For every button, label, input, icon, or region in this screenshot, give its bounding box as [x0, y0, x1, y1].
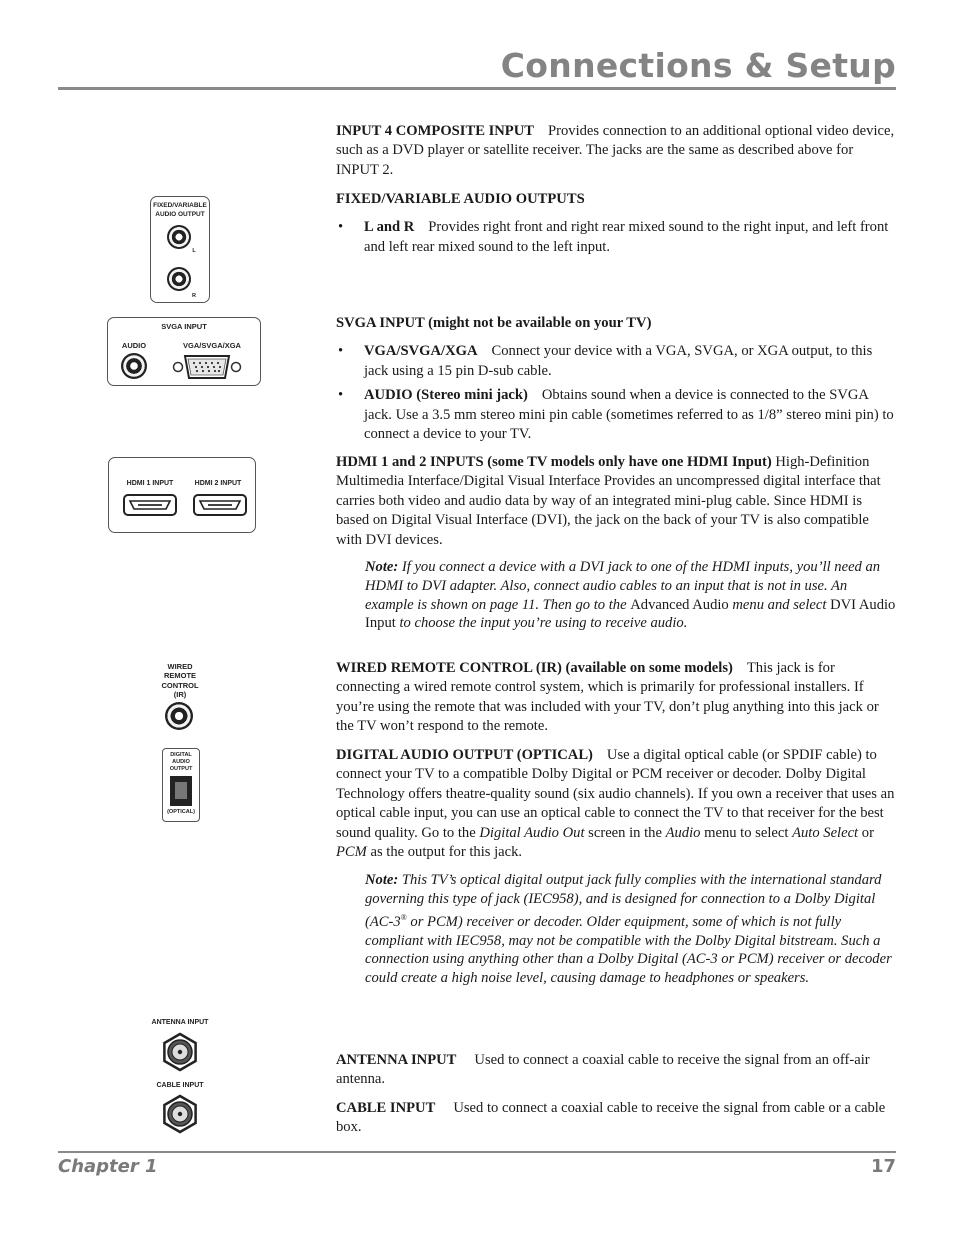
- wired-label-3: CONTROL: [161, 681, 199, 690]
- input4-text: Provides connection to an additional optional video device, such as a DVD player or satellite receiver. The jacks are the same as described above for INPUT 2.: [336, 123, 895, 178]
- wired-label-2: REMOTE: [163, 671, 197, 680]
- digital-note-label: Note:: [365, 872, 399, 889]
- fixed-heading: FIXED/VARIABLE AUDIO OUTPUTS: [336, 191, 585, 207]
- antenna-label: ANTENNA INPUT: [151, 1019, 209, 1026]
- optical-port-icon: [170, 776, 192, 806]
- cable-coax-icon: [160, 1094, 200, 1134]
- left-label: L: [192, 248, 196, 254]
- section-input4: [336, 122, 898, 180]
- svga-bullet2-text: Obtains sound when a device is connected to the SVGA jack. Use a 3.5 mm stereo mini pin cable (sometimes referred to as 1/8” stereo mini pin) to connect a device to your TV.: [364, 387, 894, 443]
- digital-i4: PCM: [336, 844, 367, 861]
- svga-vga-label: VGA/SVGA/XGA: [183, 341, 241, 350]
- svga-bullet1-heading: VGA/SVGA/XGA: [364, 343, 478, 360]
- chapter-label: Chapter 1: [58, 1156, 158, 1177]
- registered-mark: ®: [400, 913, 407, 923]
- optical-label-bottom: (OPTICAL): [167, 809, 195, 815]
- wired-text: This jack is for connecting a wired remote control system, which is primarily for professional installers. If you’re using the remote that was included with your TV, don’t plug anything into this jack or the TV won’t respond to the remote.: [336, 660, 879, 735]
- section-fixed-variable: [336, 190, 898, 257]
- svga-heading: SVGA INPUT (might not be available on your TV): [336, 315, 652, 331]
- digital-t4: as the output for this jack.: [370, 844, 523, 861]
- hdmi-heading: HDMI 1 and 2 INPUTS (some TV models only have one HDMI Input): [336, 454, 772, 470]
- antenna-heading: ANTENNA INPUT: [336, 1052, 457, 1068]
- hdmi-panel: [108, 457, 256, 533]
- hdmi-note-label: Note:: [365, 559, 399, 576]
- digital-i3: Auto Select: [792, 824, 859, 841]
- svga-title: SVGA INPUT: [161, 322, 207, 331]
- section-svga: [336, 314, 898, 444]
- optical-label-3: OUTPUT: [169, 766, 193, 772]
- svga-bullet1-text: Connect your device with a VGA, SVGA, or XGA output, to this jack using a 15 pin D-sub cable.: [364, 343, 873, 379]
- cable-text: Used to connect a coaxial cable to receive the signal from cable or a cable box.: [336, 1100, 886, 1136]
- left-audio-jack-icon: [167, 225, 191, 249]
- wired-heading: WIRED REMOTE CONTROL (IR) (available on some models): [336, 660, 733, 676]
- wired-label-1: WIRED: [167, 662, 193, 671]
- hdmi-note-d: DVI Audio Input: [365, 596, 896, 632]
- page-number: 17: [870, 1156, 896, 1177]
- input4-heading: INPUT 4 COMPOSITE INPUT: [336, 123, 534, 139]
- hdmi1-label: HDMI 1 INPUT: [126, 480, 174, 487]
- section-wired-remote: [336, 659, 898, 737]
- hdmi2-port-icon: [193, 494, 247, 516]
- antenna-coax-icon: [160, 1032, 200, 1072]
- hdmi-text: High-Definition Multimedia Interface/Digital Visual Interface Provides an uncompressed digital interface that carries both video and audio data by way of an integrated mini-plug cable. Since HDMI is based on Digital Visual Interface (DVI), the jack on the back of your TV is also compatible with DVI devices.: [336, 454, 881, 548]
- hdmi-note-e: to choose the input you’re using to receive audio.: [399, 615, 688, 632]
- svga-audio-label: AUDIO: [121, 341, 147, 350]
- digital-i2: Audio: [665, 824, 701, 841]
- vga-port-icon: [172, 353, 242, 381]
- optical-panel: [162, 748, 200, 822]
- digital-note-b: or PCM) receiver or decoder. Older equipment, some of which is not fully compliant with IEC958, may not be compatible with the Dolby Digital bitstream. Such a connection using anything other than a Dolby Digital (AC-3 or PCM) receiver or decoder could create a high noise level, causing damage to headphones or speakers.: [365, 913, 892, 987]
- digital-note-a: This TV’s optical digital output jack fully complies with the international standard governing this type of jack (IEC958), and is designed for connection to a Dolby Digital (AC-3: [365, 872, 882, 930]
- fixed-bullet-heading: L and R: [364, 219, 415, 236]
- fixed-variable-label-1: FIXED/VARIABLE: [153, 202, 207, 209]
- cable-label: CABLE INPUT: [156, 1082, 204, 1089]
- section-hdmi: [336, 453, 898, 633]
- section-cable: [336, 1099, 898, 1138]
- wired-remote-jack-icon: [165, 702, 193, 730]
- hdmi-note-a: If you connect a device with a DVI jack to one of the HDMI inputs, you’ll need an HDMI to DVI adapter. Also, connect audio cables to an input that is not in use. An example is shown on page 11. Then go to the: [365, 559, 881, 613]
- wired-label-4: (IR): [173, 690, 187, 699]
- header-rule: [58, 87, 896, 90]
- fixed-variable-label-2: AUDIO OUTPUT: [155, 211, 205, 218]
- digital-text-a: Use a digital optical cable (or SPDIF cable) to connect your TV to a compatible Dolby Digital or PCM receiver or decoder. Dolby Digital Technology offers theatre-quality sound (six audio channels). If you own a receiver that uses an optical cable input, you can use an optical cable to connect the TV to that receiver for the best sound quality. Go to the: [336, 747, 895, 841]
- hdmi1-port-icon: [123, 494, 177, 516]
- hdmi2-label: HDMI 2 INPUT: [194, 480, 242, 487]
- stereo-mini-jack-icon: [121, 353, 147, 379]
- digital-i1: Digital Audio Out: [479, 824, 585, 841]
- optical-label-2: AUDIO: [172, 759, 190, 765]
- hdmi-note-c: menu and select: [732, 596, 827, 613]
- right-label: R: [192, 293, 196, 299]
- antenna-text: Used to connect a coaxial cable to receive the signal from an off-air antenna.: [336, 1052, 870, 1088]
- digital-heading: DIGITAL AUDIO OUTPUT (OPTICAL): [336, 747, 593, 763]
- footer-rule: [58, 1151, 896, 1153]
- svga-panel: [107, 317, 261, 386]
- section-antenna: [336, 1051, 898, 1090]
- fixed-variable-panel: [150, 196, 210, 303]
- section-digital-audio: [336, 746, 898, 988]
- digital-t3: or: [861, 824, 874, 841]
- svga-bullet2-heading: AUDIO (Stereo mini jack): [364, 387, 528, 404]
- cable-heading: CABLE INPUT: [336, 1100, 436, 1116]
- digital-t1: screen in the: [588, 824, 662, 841]
- hdmi-note-b: Advanced Audio: [630, 596, 729, 613]
- digital-t2: menu to select: [704, 824, 789, 841]
- page-title: Connections & Setup: [500, 46, 896, 85]
- optical-label-1: DIGITAL: [170, 752, 192, 758]
- fixed-bullet-text: Provides right front and right rear mixed sound to the right input, and left front and left rear mixed sound to the left input.: [364, 219, 889, 255]
- right-audio-jack-icon: [167, 267, 191, 291]
